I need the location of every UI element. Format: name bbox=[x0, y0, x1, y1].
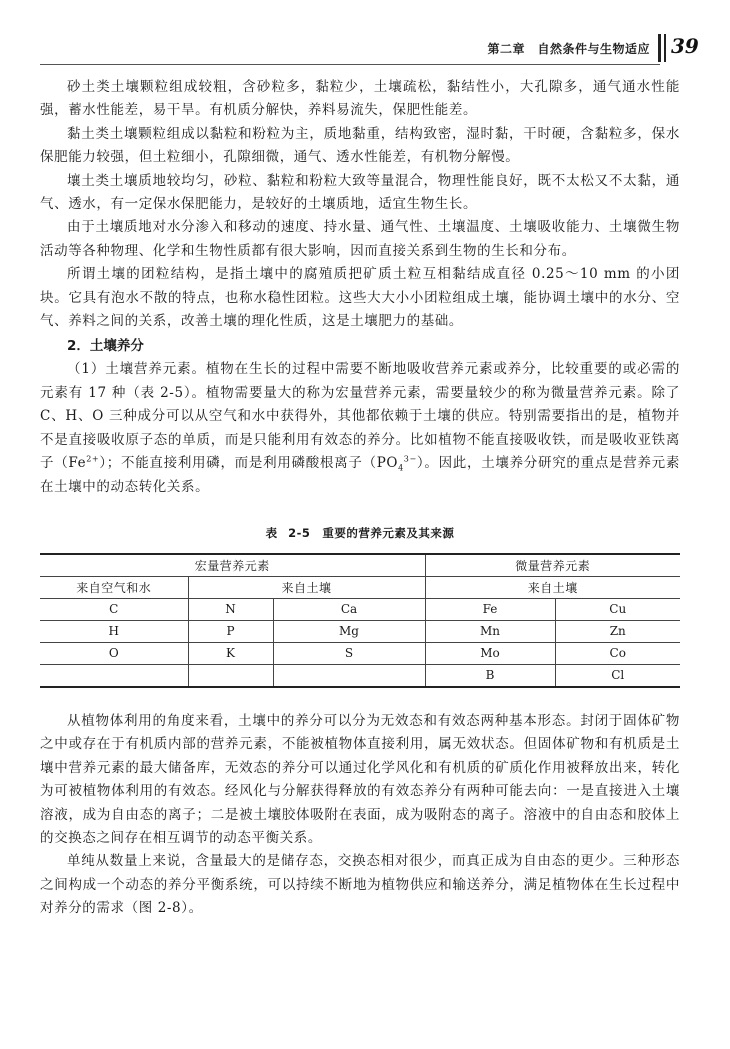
table-cell: B bbox=[425, 664, 555, 687]
table-cell: K bbox=[188, 642, 273, 664]
table-cell: Ca bbox=[273, 598, 425, 620]
source-soil-macro: 来自土壤 bbox=[188, 576, 425, 598]
nutrient-text-b: ）；不能直接利用磷，而是利用磷酸根离子（PO bbox=[99, 455, 399, 472]
paragraph-sandy-soil: 砂土类土壤颗粒组成较粗，含砂粒多，黏粒少，土壤疏松，黏结性小，大孔隙多，通气通水性能强，蓄水性能差，易干旱。有机质分解快，养料易流失，保肥性能差。 bbox=[40, 79, 680, 119]
paragraph-aggregate-structure: 所谓土壤的团粒结构，是指土壤中的腐殖质把矿质土粒互相黏结成直径 0.25～10 mm 的小团块。它具有泡水不散的特点，也称水稳性团粒。这些大大小小团粒组成土壤，能协调土壤中的水分、空气、养料之间的关系，改善土壤的理化性质，这是土壤肥力的基础。 bbox=[40, 266, 680, 330]
header-macro: 宏量营养元素 bbox=[40, 554, 425, 577]
nutrient-text-c: ）。因此，土壤养分研究的重点是营养元素在土壤中的动态转化关系。 bbox=[40, 455, 680, 495]
table-row bbox=[40, 664, 680, 687]
table-cell: Co bbox=[555, 642, 680, 664]
table-row bbox=[40, 642, 680, 664]
table-cell: H bbox=[40, 620, 188, 642]
nutrient-text-a: （1）土壤营养元素。植物在生长的过程中需要不断地吸收营养元素或养分，比较重要的或必需的元素有 17 种（表 2-5）。植物需要量大的称为宏量营养元素，需要量较少的称为微量营养元素。除了 C、H、O 三种成分可以从空气和水中获得外，其他都依赖于土壤的供应。特别需要指出的是，植物并不是直接吸收原子态的单质，而是只能利用有效态的养分。比如植物不能直接吸收铁，而是吸收亚铁离子（Fe bbox=[40, 361, 680, 472]
post-table-section bbox=[40, 710, 680, 921]
ferrous-charge: 2+ bbox=[86, 454, 100, 464]
phosphate-subscript: 4 bbox=[398, 463, 404, 473]
table-cell: Mg bbox=[273, 620, 425, 642]
table-cell: Mn bbox=[425, 620, 555, 642]
source-air-water: 来自空气和水 bbox=[40, 576, 188, 598]
section-title-soil-nutrients: 2．土壤养分 bbox=[67, 338, 144, 355]
table-cell: Cl bbox=[555, 664, 680, 687]
table-cell bbox=[40, 664, 188, 687]
nutrient-table bbox=[40, 553, 680, 688]
table-caption: 表 2-5 重要的营养元素及其来源 bbox=[265, 525, 455, 540]
paragraph-clay-soil: 黏土类土壤颗粒组成以黏粒和粉粒为主，质地黏重，结构致密，湿时黏，干时硬，含黏粒多，保水保肥能力较强，但土粒细小，孔隙细微，通气、透水性能差，有机物分解慢。 bbox=[40, 125, 680, 166]
table-cell: Mo bbox=[425, 642, 555, 664]
table-cell: Cu bbox=[555, 598, 680, 620]
table-cell: S bbox=[273, 642, 425, 664]
table-row bbox=[40, 620, 680, 642]
table-source-row bbox=[40, 576, 680, 598]
page-header bbox=[0, 34, 730, 70]
header-bar-thick bbox=[658, 34, 661, 62]
table-cell: P bbox=[188, 620, 273, 642]
table-cell bbox=[188, 664, 273, 687]
table-header-row bbox=[40, 554, 680, 577]
page-number: 39 bbox=[671, 34, 699, 58]
table-cell: O bbox=[40, 642, 188, 664]
table-cell: N bbox=[188, 598, 273, 620]
paragraph-texture-effects: 由于土壤质地对水分渗入和移动的速度、持水量、通气性、土壤温度、土壤吸收能力、土壤微生物活动等各种物理、化学和生物性质都有很大影响，因而直接关系到生物的生长和分布。 bbox=[40, 219, 680, 259]
source-soil-micro: 来自土壤 bbox=[425, 576, 680, 598]
header-bar-thin bbox=[664, 34, 666, 62]
phosphate-charge: 3− bbox=[403, 454, 417, 464]
table-cell: Zn bbox=[555, 620, 680, 642]
page-body bbox=[40, 76, 680, 921]
header-rule bbox=[40, 64, 660, 65]
table-cell bbox=[273, 664, 425, 687]
paragraph-nutrient-balance: 单纯从数量上来说，含量最大的是储存态，交换态相对很少，而真正成为自由态的更少。三种形态之间构成一个动态的养分平衡系统，可以持续不断地为植物供应和输送养分，满足植物体在生长过程中对养分的需求（图 2-8）。 bbox=[40, 853, 680, 917]
table-row bbox=[40, 598, 680, 620]
paragraph-nutrient-elements bbox=[40, 358, 680, 498]
paragraph-nutrient-forms: 从植物体利用的角度来看，土壤中的养分可以分为无效态和有效态两种基本形态。封闭于固体矿物之中或存在于有机质内部的营养元素，不能被植物体直接利用，属无效状态。但固体矿物和有机质是土壤中营养元素的最大储备库，无效态的养分可以通过化学风化和有机质的矿质化作用被释放出来，转化为可被植物体利用的有效态。经风化与分解获得释放的有效态养分有两种可能去向：一是直接进入土壤溶液，成为自由态的离子；二是被土壤胶体吸附在表面，成为吸附态的离子。溶液中的自由态和胶体上的交换态之间存在相互调节的动态平衡关系。 bbox=[40, 712, 680, 846]
table-cell: C bbox=[40, 598, 188, 620]
table-cell: Fe bbox=[425, 598, 555, 620]
header-micro: 微量营养元素 bbox=[425, 554, 680, 577]
chapter-title: 第二章 自然条件与生物适应 bbox=[487, 42, 650, 56]
paragraph-loam-soil: 壤土类土壤质地较均匀，砂粒、黏粒和粉粒大致等量混合，物理性能良好，既不太松又不太黏，通气、透水，有一定保水保肥能力，是较好的土壤质地，适宜生物生长。 bbox=[40, 172, 680, 213]
